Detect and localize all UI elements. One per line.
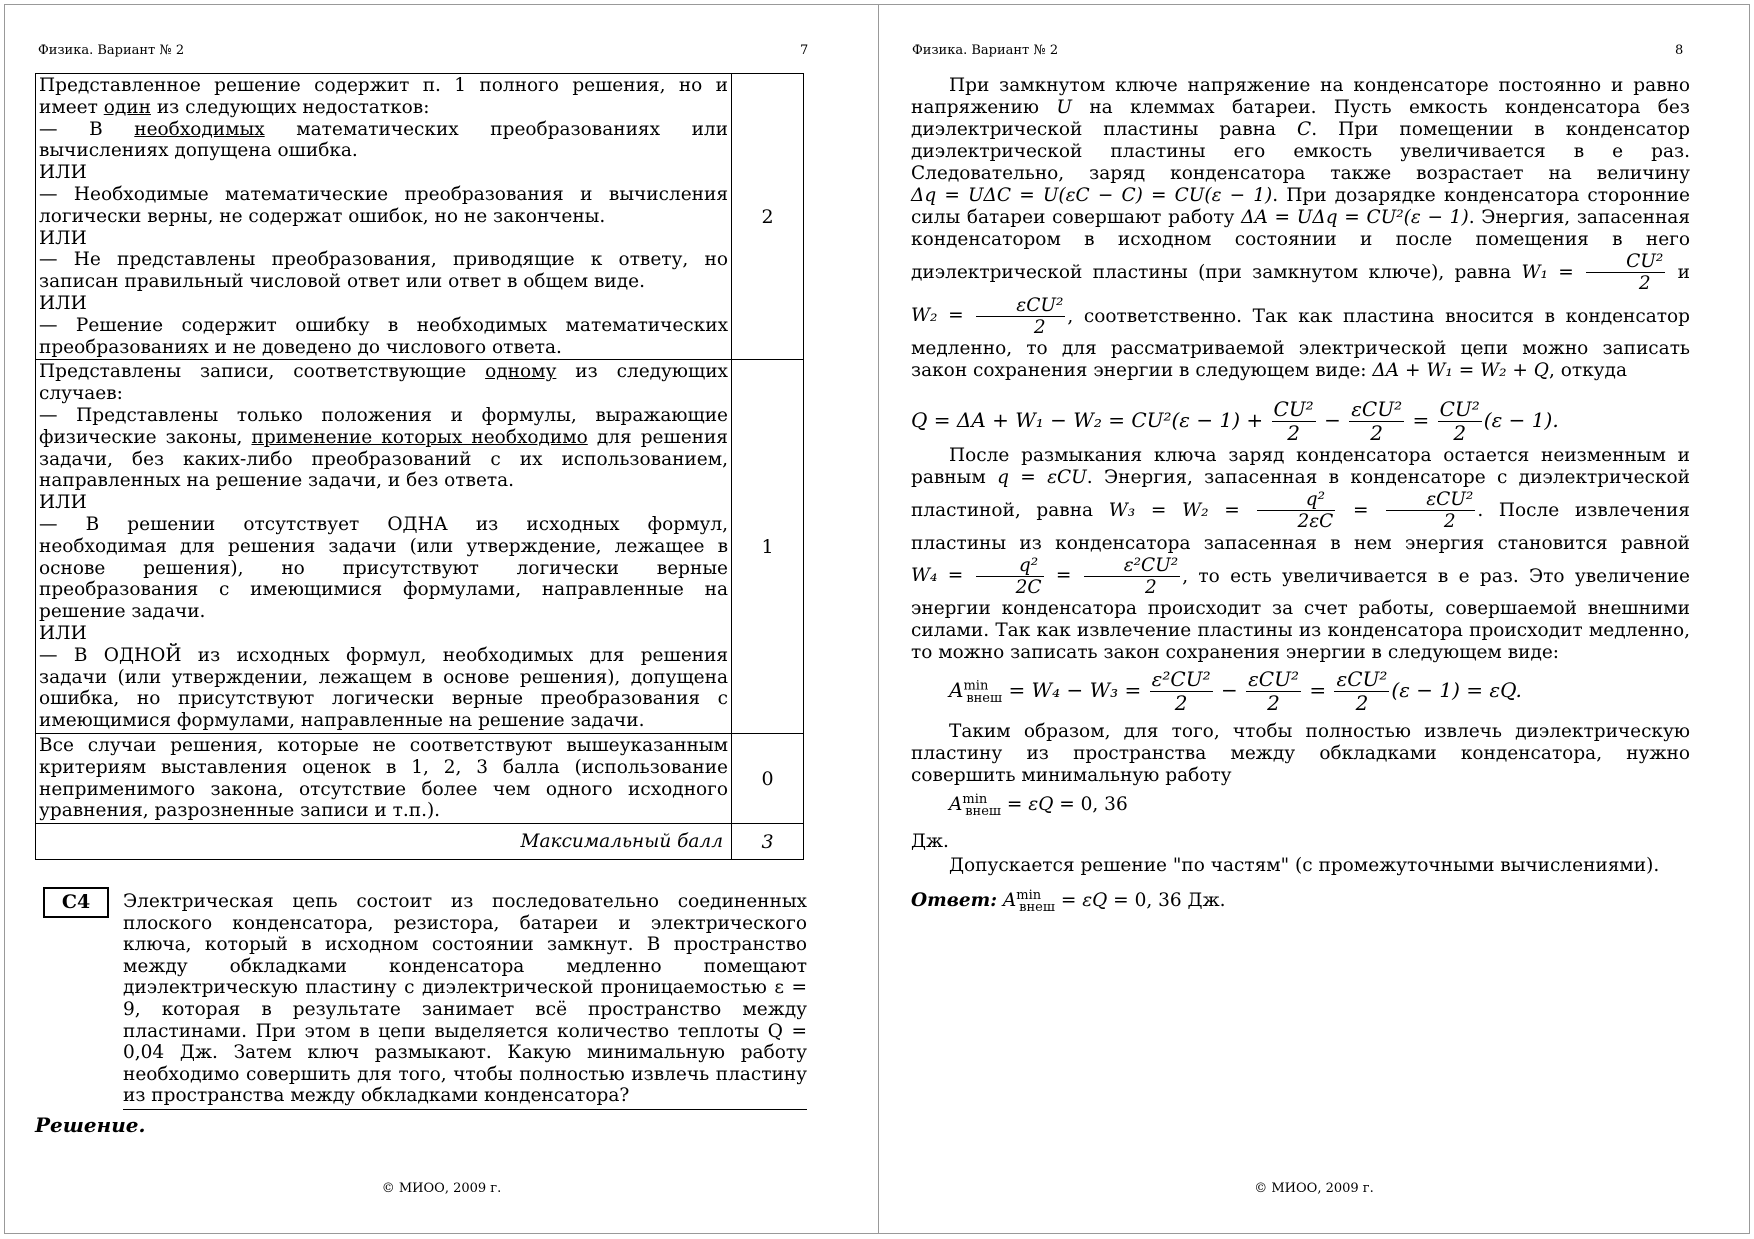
left-page bbox=[4, 4, 879, 1234]
criteria-score: 1 bbox=[732, 360, 804, 734]
criteria-line: Представленное решение содержит п. 1 полного решения, но и bbox=[39, 75, 728, 96]
criteria-line: преобразования с имеющимися формулами, направленные на bbox=[39, 579, 728, 601]
max-score-label: Максимальный балл bbox=[36, 824, 732, 860]
criteria-line: — Представлены только положения и формулы, выражающие bbox=[39, 404, 728, 426]
criteria-line: основе решения), но присутствуют логически верные bbox=[39, 557, 728, 579]
formula-energy-law: ΔA + W₁ = W₂ + Q bbox=[1372, 360, 1549, 382]
criteria-line: уравнения, разрозненные записи и т.п.). bbox=[39, 800, 441, 822]
formula-delta-q: Δq = UΔC = U(εC − C) = CU(ε − 1) bbox=[911, 185, 1273, 206]
criteria-line: имеющимися формулами, направленные на решение задачи. bbox=[39, 710, 645, 732]
solution-paragraph-1: При замкнутом ключе напряжение на конденсаторе постоянно и равно напряжению U на клеммах батареи. Пусть емкость конденсатора без диэлектрической пластины равна C. При помещении в конденсатор диэлектрической пластины его емкость увеличивается в е раз. Следовательно, заряд конденсатора также возрастает на величину Δq = UΔC = U(εC − C) = CU(ε − 1). При дозарядке конденсатора сторонние силы батареи совершают работу ΔA = UΔq = CU²(ε − 1). Энергия, запасенная конденсатором в исходном состоянии и после помещения в него диэлектрической пластины (при замкнутом ключе), равна W₁ = $\frac{\text{CU²}}{2}$ и W₂ = $\frac{\text{εCU²}}{2}$ , соответственно. Так как пластина вносится в конденсатор медленно, то для рассматриваемой электрической цепи можно записать закон сохранения энергии в следующем виде: ΔA + W₁ = W₂ + Q, откуда bbox=[911, 75, 1691, 382]
criteria-score: 0 bbox=[732, 733, 804, 823]
criteria-row-score-0 bbox=[36, 733, 804, 823]
page-header: Физика. Вариант № 2 bbox=[38, 43, 185, 58]
solution-body bbox=[911, 75, 1690, 919]
criteria-line: критериям выставления оценок в 1, 2, 3 балла (использование bbox=[39, 756, 728, 778]
formula-w4: W₄ = $\frac{\text{q²}}{2C}$ = $\frac{\text{ε²CU²}}{2}$ bbox=[911, 554, 1179, 598]
criteria-line: ИЛИ bbox=[39, 492, 87, 514]
criteria-line: необходимая для решения задачи (или утверждение, лежащее в bbox=[39, 535, 728, 557]
criteria-line: — Решение содержит ошибку в необходимых математических bbox=[39, 314, 728, 336]
formula-delta-a: ΔA = UΔq = CU²(ε − 1) bbox=[1241, 207, 1469, 228]
criteria-line: ошибка, но присутствуют логически верные преобразования с bbox=[39, 688, 728, 710]
criteria-line: Все случаи решения, которые не соответствуют вышеуказанным bbox=[39, 734, 728, 756]
solution-paragraph-3: Таким образом, для того, чтобы полностью извлечь диэлектрическую пластину из пространства между обкладками конденсатора, нужно совершить минимальную работу bbox=[911, 721, 1690, 787]
criteria-line: задачи, без каких-либо преобразований с их использованием, bbox=[39, 448, 728, 470]
solution-paragraph-4: Допускается решение "по частям" (с промежуточными вычислениями). bbox=[949, 854, 1660, 876]
criteria-line: ИЛИ bbox=[39, 292, 87, 314]
criteria-line: задачи (или утверждении, лежащем в основе решения), допущена bbox=[39, 666, 728, 688]
formula-work: $A^{min}_{внеш} = W_4 - W_3$ = $\frac{\text{ε²CU²}}{2}$ − $\frac{\text{εCU²}}{2}$ = $\frac{\text{εCU²}}{2}$ (ε − 1) = εQ. bbox=[949, 667, 1522, 716]
criteria-line: записан правильный числовой ответ или ответ в общем виде. bbox=[39, 271, 645, 293]
criteria-score: 2 bbox=[732, 74, 804, 360]
answer-label: Ответ bbox=[911, 890, 991, 912]
criteria-row-max bbox=[36, 824, 804, 860]
criteria-row-score-2 bbox=[36, 74, 804, 360]
criteria-line: случаев: bbox=[39, 383, 123, 405]
criteria-line: — В решении отсутствует ОДНА из исходных формул, bbox=[39, 513, 728, 535]
task-label: С4 bbox=[43, 887, 109, 918]
formula-w3: W₃ = W₂ = $\frac{\text{q²}}{2\varepsilon C}$ = $\frac{\text{εCU²}}{2}$ bbox=[1108, 489, 1474, 533]
page-number: 7 bbox=[800, 43, 809, 58]
criteria-line: — В необходимых математических преобразованиях или bbox=[39, 118, 728, 140]
criteria-line: ИЛИ bbox=[39, 227, 87, 249]
criteria-line: Представлены записи, соответствующие одному из следующих bbox=[39, 361, 728, 383]
formula-q: Q = ΔA + W₁ − W₂ = CU²(ε − 1) + $\frac{\text{CU²}}{2}$ − $\frac{\text{εCU²}}{2}$ = $\frac{\text{CU²}}{2}$ (ε − 1). bbox=[911, 397, 1559, 446]
page-header: Физика. Вариант № 2 bbox=[912, 43, 1059, 58]
solution-label: Решение. bbox=[35, 1113, 146, 1137]
task-text: Электрическая цепь состоит из последовательно соединенных плоского конденсатора, резистора, батареи и электрического ключа, который в исходном состоянии замкнут. В пространство между обкладками конденсатора медленно помещают диэлектрическую пластину с диэлектрической проницаемостью ε = 9, которая в результате занимает всё пространство между пластинами. При этом в цепи выделяется количество теплоты Q = 0,04 Дж. Затем ключ размыкают. Какую минимальную работу необходимо совершить для того, чтобы полностью извлечь пластину из пространства между обкладками конденсатора? bbox=[123, 891, 807, 1110]
page-footer: © МИОО, 2009 г. bbox=[1254, 1181, 1374, 1196]
criteria-line: ИЛИ bbox=[39, 162, 87, 184]
unit-text: Дж. bbox=[911, 830, 949, 852]
page-footer: © МИОО, 2009 г. bbox=[381, 1181, 502, 1196]
criteria-line: — Не представлены преобразования, приводящие к ответу, но bbox=[39, 249, 728, 271]
criteria-line: вычислениях допущена ошибка. bbox=[39, 140, 358, 162]
solution-paragraph-2: После размыкания ключа заряд конденсатора остается неизменным и равным q = εCU. Энергия, запасенная в конденсаторе с диэлектрической пластиной, равна W₃ = W₂ = $\frac{\text{q²}}{2\varepsilon C}$ = $\frac{\text{εCU²}}{2}$ . После извлечения пластины из конденсатора запасенная в нем энергия становится равной W₄ = $\frac{\text{q²}}{2C}$ = $\frac{\text{ε²CU²}}{2}$ , то есть увеличивается в е раз. Это увеличение энергии конденсатора происходит за счет работы, совершаемой внешними силами. Так как извлечение пластины из конденсатора происходит медленно, то можно записать закон сохранения энергии в следующем виде: bbox=[911, 445, 1690, 664]
right-page bbox=[878, 4, 1750, 1234]
criteria-text bbox=[36, 360, 732, 734]
criteria-line: имеет один из следующих недостатков: bbox=[39, 96, 430, 118]
criteria-line: — Необходимые математические преобразования и вычисления bbox=[39, 183, 728, 205]
criteria-line: неприменимого закона, отсутствие более чем одного исходного bbox=[39, 778, 728, 800]
criteria-text bbox=[36, 74, 732, 360]
criteria-line: физические законы, применение которых необходимо для решения bbox=[39, 426, 728, 448]
criteria-line: преобразованиях и не доведено до числового ответа. bbox=[39, 336, 562, 358]
answer-line: Ответ: $A^{min}_{внеш} = \varepsilon Q = 0$, 36 Дж. bbox=[911, 887, 1226, 915]
criteria-line: — В ОДНОЙ из исходных формул, необходимых для решения bbox=[39, 644, 728, 666]
criteria-line: ИЛИ bbox=[39, 622, 87, 644]
criteria-table bbox=[35, 73, 804, 860]
criteria-row-score-1 bbox=[36, 360, 804, 734]
criteria-line: решение задачи. bbox=[39, 601, 206, 623]
page-number: 8 bbox=[1675, 43, 1684, 58]
max-score-value: 3 bbox=[732, 824, 804, 860]
criteria-line: логически верны, не содержат ошибок, но не закончены. bbox=[39, 205, 606, 227]
formula-w1: W₁ = $\frac{\text{CU²}}{2}$ bbox=[1521, 251, 1664, 295]
criteria-text bbox=[36, 733, 732, 823]
formula-w2: W₂ = $\frac{\text{εCU²}}{2}$ bbox=[911, 294, 1064, 338]
criteria-line: направленных на решение задачи, и без ответа. bbox=[39, 470, 515, 492]
formula-min-work: $A^{min}_{внеш} = \varepsilon Q = 0$, 36 bbox=[949, 792, 1128, 819]
